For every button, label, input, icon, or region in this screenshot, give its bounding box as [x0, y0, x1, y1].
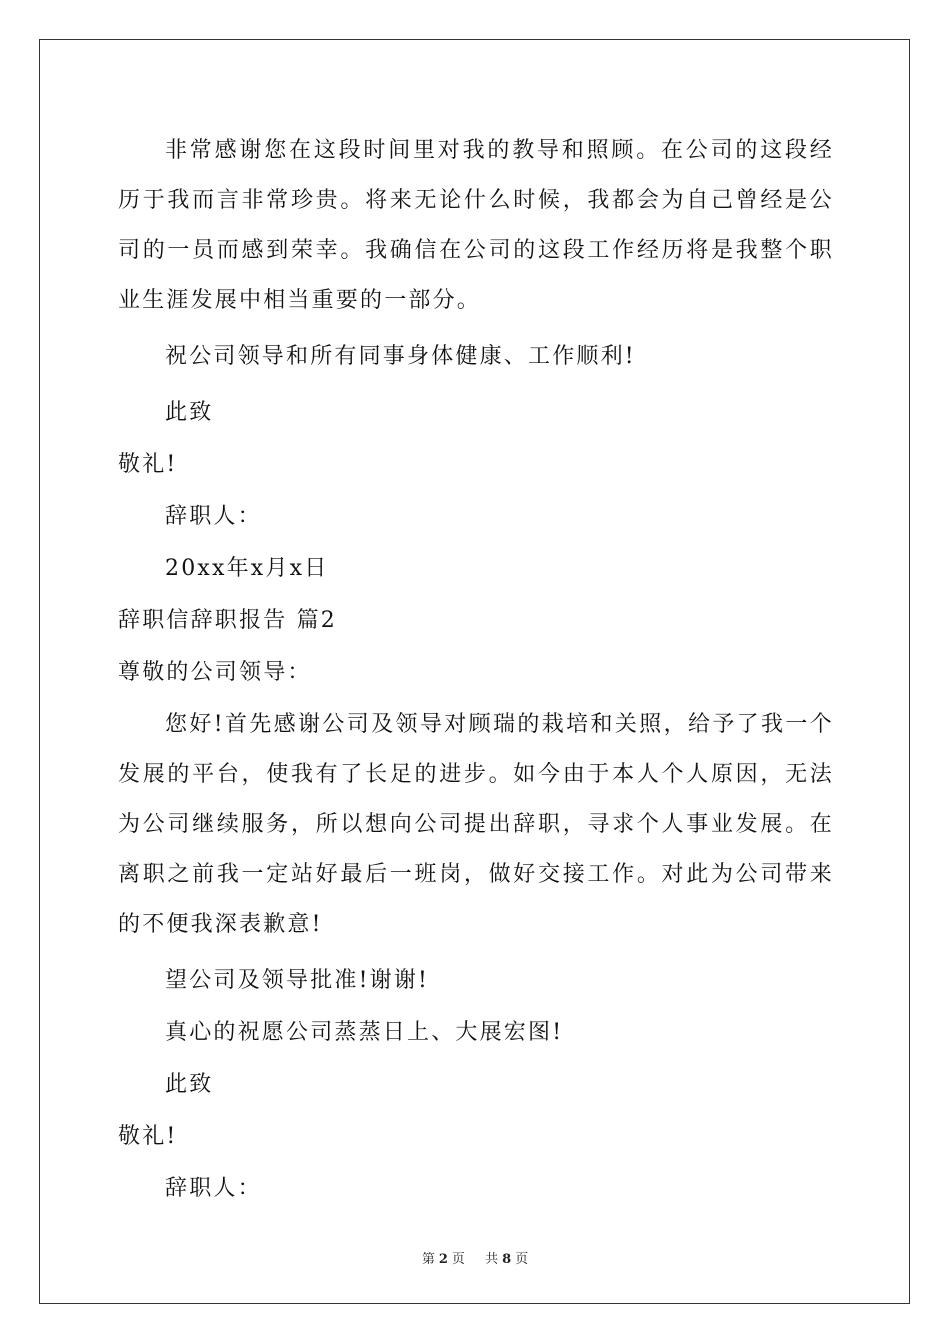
section-heading: 辞职信辞职报告 篇2: [118, 608, 337, 633]
closing-jingli: 敬礼!: [118, 452, 178, 477]
page-suffix: 页: [451, 1252, 465, 1267]
total-suffix: 页: [515, 1252, 529, 1267]
page-footer: [0, 1248, 950, 1267]
page-indicator: [418, 1252, 469, 1267]
page-prefix: 第: [421, 1252, 435, 1267]
paragraph-wishes: 祝公司领导和所有同事身体健康、工作顺利!: [165, 344, 636, 369]
total-indicator: [481, 1252, 532, 1267]
closing-jingli-2: 敬礼!: [118, 1124, 178, 1149]
total-pages: 8: [502, 1252, 512, 1267]
total-prefix: 共: [485, 1252, 499, 1267]
closing-cizhi-2: 此致: [165, 1072, 214, 1097]
salutation: 尊敬的公司领导：: [118, 660, 312, 685]
signature-date: 20xx年x月x日: [165, 556, 329, 581]
paragraph-thanks: 非常感谢您在这段时间里对我的教导和照顾。在公司的这段经历于我而言非常珍贵。将来无论什么时候，我都会为自己曾经是公司的一员而感到荣幸。我确信在公司的这段工作经历将是我整个职业生涯发展中相当重要的一部分。: [118, 138, 834, 313]
document-body: [118, 126, 834, 1216]
page-number: 2: [438, 1252, 448, 1267]
paragraph-body: 您好!首先感谢公司及领导对顾瑞的栽培和关照，给予了我一个发展的平台，使我有了长足的进步。如今由于本人个人原因，无法为公司继续服务，所以想向公司提出辞职，寻求个人事业发展。在离职之前我一定站好最后一班岗，做好交接工作。对此为公司带来的不便我深表歉意!: [118, 712, 834, 937]
paragraph-blessing: 真心的祝愿公司蒸蒸日上、大展宏图!: [165, 1020, 564, 1045]
signature-label-2: 辞职人：: [165, 1176, 262, 1201]
signature-label: 辞职人：: [165, 504, 262, 529]
closing-cizhi: 此致: [165, 400, 214, 425]
paragraph-approval: 望公司及领导批准!谢谢!: [165, 968, 430, 993]
